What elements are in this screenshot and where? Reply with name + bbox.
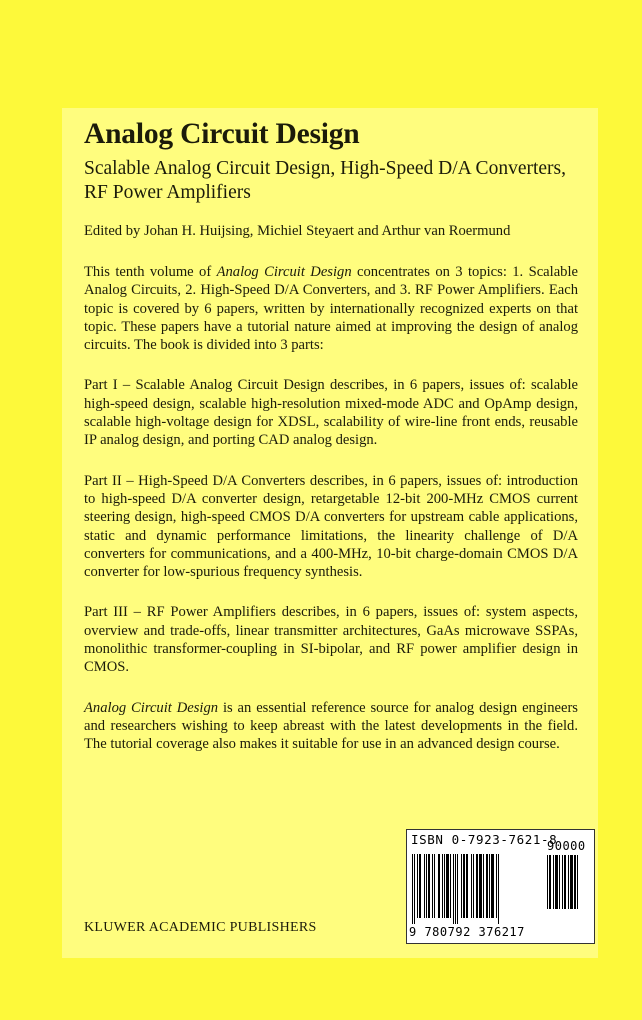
- isbn-barcode-box: [406, 829, 595, 944]
- barcode-bar: [486, 854, 488, 918]
- barcode-bar: [428, 854, 430, 918]
- barcode-bar: [463, 854, 465, 918]
- part2-paragraph: Part II – High-Speed D/A Converters describes, in 6 papers, issues of: introduction to high-speed D/A converter design, retargetable 12-bit 200-MHz CMOS current steering design, high-speed CMOS D/A converters for upstream cable applications, static and dynamic performance limitations, the linearity challenge of D/A converters for communications, and a 400-MHz, 10-bit charge-domain CMOS D/A converter for low-spurious frequency synthesis.: [84, 472, 578, 581]
- barcode-bar: [553, 855, 554, 909]
- barcode-bar: [457, 854, 458, 924]
- book-subtitle: Scalable Analog Circuit Design, High-Speed D/A Converters, RF Power Amplifiers: [84, 158, 566, 203]
- barcode-bar: [570, 855, 573, 909]
- isbn-label: ISBN 0-7923-7621-8: [411, 832, 558, 847]
- barcode-bar: [442, 854, 443, 918]
- barcode-bar: [568, 855, 569, 909]
- closing-book-name: Analog Circuit Design: [84, 699, 219, 716]
- barcode-bar: [444, 854, 445, 918]
- barcode-bar: [479, 854, 482, 918]
- barcode-bar: [446, 854, 449, 918]
- barcode-bar: [450, 854, 451, 918]
- cover-text: [84, 114, 578, 754]
- barcode-bar: [491, 854, 494, 918]
- publisher-name: KLUWER ACADEMIC PUBLISHERS: [84, 920, 317, 935]
- barcode-bar: [461, 854, 462, 918]
- intro-book-name: Analog Circuit Design: [216, 264, 352, 280]
- barcode-bar: [574, 855, 576, 909]
- editors-line: Edited by Johan H. Huijsing, Michiel Steyaert and Arthur van Roermund: [84, 223, 511, 239]
- barcode-bar: [412, 854, 413, 924]
- addon-digits: 90000: [547, 839, 586, 853]
- price-addon: [547, 839, 587, 928]
- intro-paragraph: [84, 263, 578, 354]
- barcode-bar: [555, 855, 558, 909]
- barcode-bar: [483, 854, 484, 918]
- barcode-bar: [432, 854, 433, 918]
- barcode-bar: [417, 854, 418, 918]
- barcode-bar: [577, 855, 578, 909]
- barcode-bar: [496, 854, 497, 918]
- barcode-bar: [471, 854, 472, 918]
- ean-digits: 9 780792 376217: [409, 925, 525, 939]
- closing-paragraph: [84, 699, 578, 754]
- barcode-bar: [455, 854, 456, 924]
- ean-barcode-icon: [412, 854, 542, 924]
- part3-paragraph: Part III – RF Power Amplifiers describes, in 6 papers, issues of: system aspects, overview and trade-offs, linear transmitter architectures, GaAs microwave SSPAs, monolithic transformer-coupling in SI-bipolar, and RF power amplifier design in CMOS.: [84, 604, 578, 676]
- barcode-bar: [466, 854, 468, 918]
- barcode-bar: [414, 854, 415, 924]
- barcode-bar: [453, 854, 454, 924]
- barcode-bar: [559, 855, 560, 909]
- closing-text: is an essential reference source for analog design engineers and researchers wishing to keep abreast with the latest developments in the field. The tutorial coverage also makes it suitable for use in an advanced design course.: [84, 699, 578, 753]
- part1-paragraph: Part I – Scalable Analog Circuit Design describes, in 6 papers, issues of: scalable high-speed design, scalable high-resolution mixed-mode ADC and OpAmp design, scalable high-voltage design for XDSL, scalability of wire-line front ends, reusable IP analog design, and porting CAD analog design.: [84, 377, 578, 449]
- barcode-bar: [424, 854, 425, 918]
- barcode-bar: [498, 854, 499, 924]
- book-title: Analog Circuit Design: [84, 118, 360, 150]
- barcode-bar: [438, 854, 440, 918]
- barcode-bar: [564, 855, 566, 909]
- barcode-bar: [562, 855, 563, 909]
- barcode-bar: [547, 855, 548, 909]
- barcode-bar: [549, 855, 551, 909]
- barcode-bar: [426, 854, 427, 918]
- intro-text-end: concentrates on 3 topics: 1. Scalable Analog Circuits, 2. High-Speed D/A Converters, and 3. RF Power Amplifiers. Each topic is covered by 6 papers, written by internationally recognized experts on that topic. These papers have a tutorial nature aimed at improving the design of analog circuits. The book is divided into 3 parts:: [84, 264, 579, 354]
- addon-barcode-icon: [547, 855, 587, 925]
- barcode-bar: [489, 854, 490, 918]
- barcode-bar: [419, 854, 421, 918]
- barcode-bar: [434, 854, 435, 918]
- barcode-bar: [476, 854, 478, 918]
- intro-text-start: This tenth volume of: [84, 264, 217, 280]
- barcode-bar: [473, 854, 474, 918]
